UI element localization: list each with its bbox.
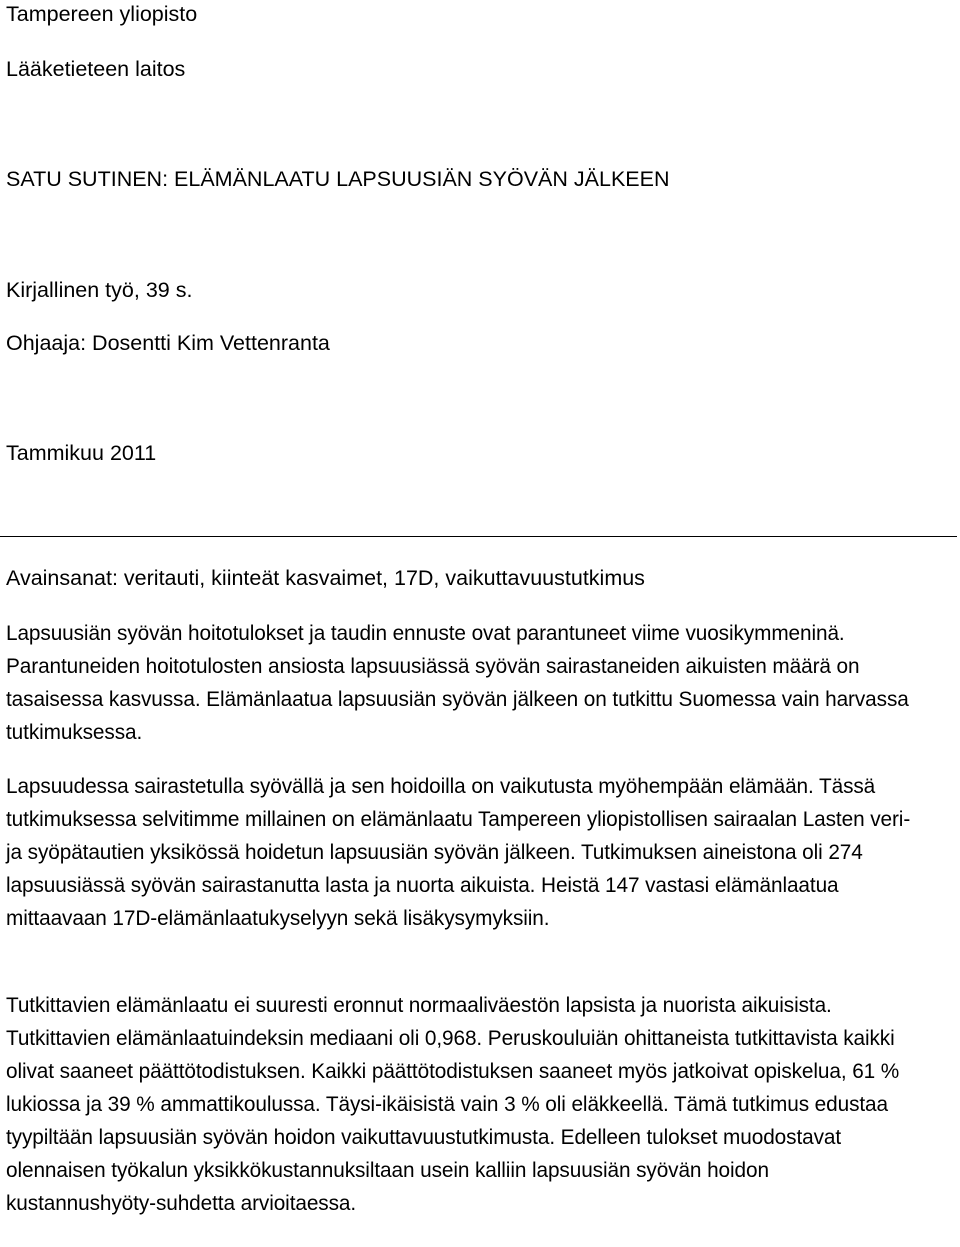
section-divider: [0, 536, 957, 537]
university-name: Tampereen yliopisto: [6, 2, 198, 26]
abstract-paragraph: Lapsuusiän syövän hoitotulokset ja taudin ennuste ovat parantuneet viime vuosikymmeninä. Parantuneiden hoitotulosten ansiosta lapsuusiässä syövän sairastaneiden aikuisten määrä on tasaisessa kasvussa. Elämänlaatua lapsuusiän syövän jälkeen on tutkittu Suomessa vain harvassa tutkimuksessa.: [6, 622, 909, 744]
supervisor: Ohjaaja: Dosentti Kim Vettenranta: [6, 331, 330, 355]
thesis-title: SATU SUTINEN: ELÄMÄNLAATU LAPSUUSIÄN SYÖVÄN JÄLKEEN: [6, 167, 670, 191]
abstract-paragraph: Lapsuudessa sairastetulla syövällä ja sen hoidoilla on vaikutusta myöhempään elämään. Tässä tutkimuksessa selvitimme millainen on elämänlaatu Tampereen yliopistollisen sairaalan Lasten veri- ja syöpätautien yksikössä hoidetun lapsuusiän syövän jälkeen. Tutkimuksen aineistona oli 274 lapsuusiässä syövän sairastanutta lasta ja nuorta aikuista. Heistä 147 vastasi elämänlaatua mittaavaan 17D-elämänlaatukyselyyn sekä lisäkysymyksiin.: [6, 775, 911, 930]
abstract-paragraph: Tutkittavien elämänlaatu ei suuresti eronnut normaaliväestön lapsista ja nuorista aikuisista. Tutkittavien elämänlaatuindeksin mediaani oli 0,968. Peruskouluiän ohittaneista tutkittavista kaikki olivat saaneet päättötodistuksen. Kaikki päättötodistuksen saaneet myös jatkoivat opiskelua, 61 % lukiossa ja 39 % ammattikoulussa. Täysi-ikäisistä vain 3 % oli eläkkeellä. Tämä tutkimus edustaa tyypiltään lapsuusiän syövän hoidon vaikuttavuustutkimusta. Edelleen tulokset muodostavat olennaisen työkalun yksikkökustannuksiltaan usein kalliin lapsuusiän syövän hoidon kustannushyöty-suhdetta arvioitaessa.: [6, 994, 900, 1215]
department-name: Lääketieteen laitos: [6, 57, 186, 81]
keywords: Avainsanat: veritauti, kiinteät kasvaimet, 17D, vaikuttavuustutkimus: [6, 566, 645, 590]
work-info: Kirjallinen työ, 39 s.: [6, 278, 193, 302]
date: Tammikuu 2011: [6, 441, 157, 465]
